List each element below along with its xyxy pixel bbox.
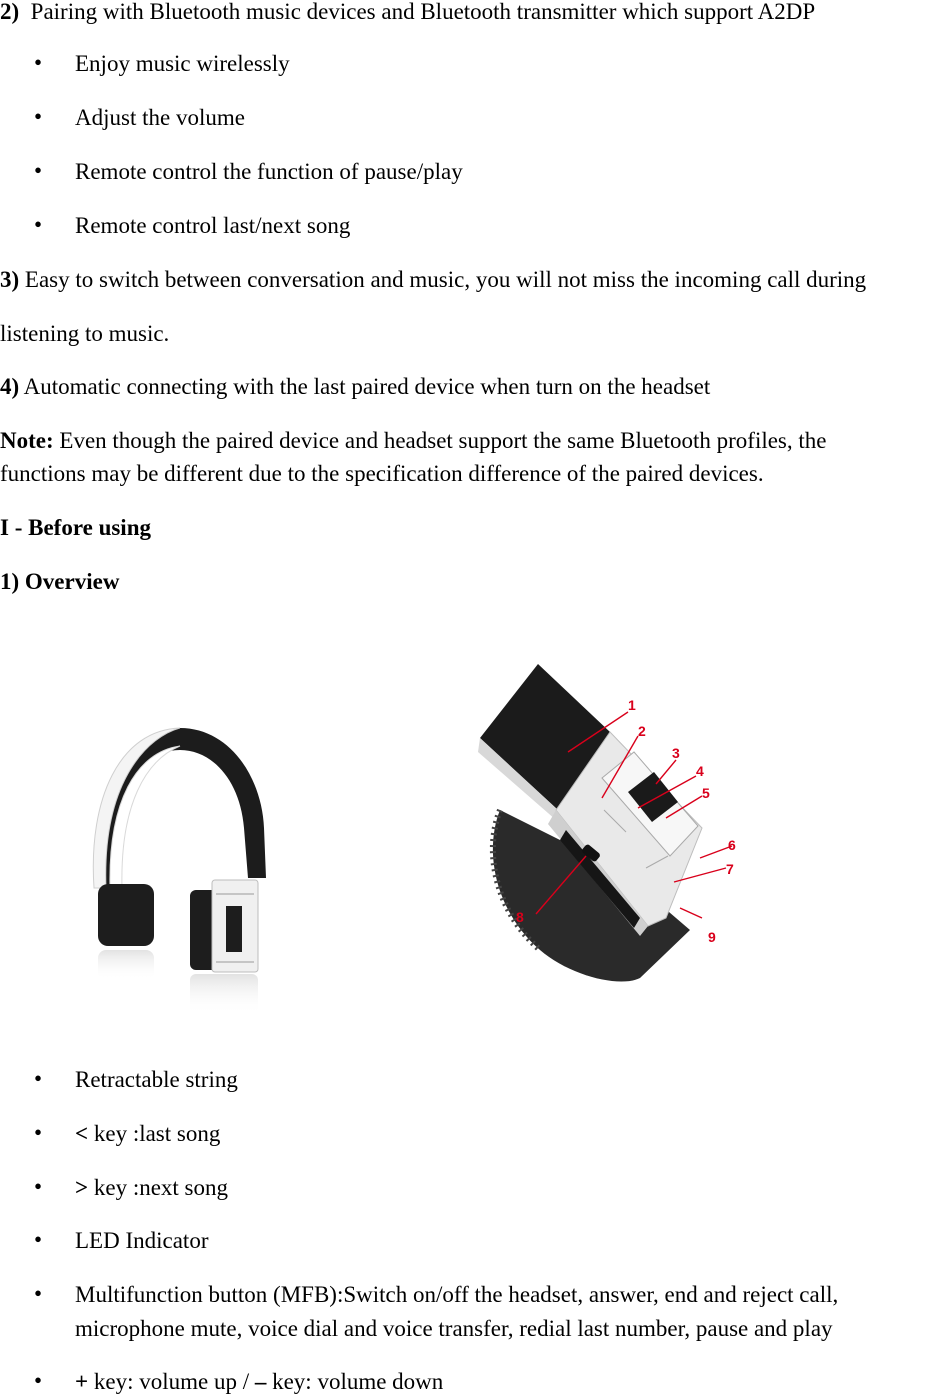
section-subtitle-text: 1) Overview: [0, 569, 120, 594]
bullet-text: [75, 1120, 220, 1148]
callout-label: 8: [516, 909, 524, 925]
bullet-text-body: key :last song: [88, 1121, 221, 1146]
callout-label: 1: [628, 697, 636, 713]
note-continuation: functions may be different due to the specification difference of the paired devices.: [0, 461, 764, 486]
bullet-text: Retractable string: [75, 1067, 238, 1092]
bullet-text: Multifunction button (MFB):Switch on/off the headset, answer, end and reject call,: [75, 1282, 839, 1307]
bullet-icon: •: [34, 212, 43, 237]
item-3-line: [0, 266, 866, 294]
bullet-text-continuation: microphone mute, voice dial and voice transfer, redial last number, pause and play: [75, 1316, 833, 1341]
note-line: [0, 427, 826, 455]
callout-label: 4: [696, 763, 704, 779]
bullet-text-body: key: volume up /: [88, 1369, 255, 1394]
key-symbol: –: [254, 1369, 267, 1394]
bullet-text: Remote control the function of pause/play: [75, 159, 463, 184]
item-2-number: 2): [0, 0, 20, 24]
note-text: Even though the paired device and headset support the same Bluetooth profiles, the: [59, 428, 827, 453]
item-3-number: 3): [0, 267, 20, 292]
key-symbol: +: [75, 1369, 89, 1394]
bullet-icon: •: [34, 104, 43, 129]
section-subtitle: [0, 568, 119, 596]
bullet-text: Enjoy music wirelessly: [75, 51, 290, 76]
callout-label: 5: [702, 785, 710, 801]
bullet-text: Adjust the volume: [75, 105, 245, 130]
bullet-icon: •: [34, 1174, 43, 1199]
headset-detail-image: [470, 660, 750, 990]
item-4-text: Automatic connecting with the last paired device when turn on the headset: [23, 374, 711, 399]
headset-front-image: [80, 718, 280, 1018]
callout-label: 2: [638, 723, 646, 739]
callout-label: 7: [726, 861, 734, 877]
bullet-text: LED Indicator: [75, 1228, 209, 1253]
bullet-icon: •: [34, 1227, 43, 1252]
callout-label: 3: [672, 745, 680, 761]
callout-label: 6: [728, 837, 736, 853]
bullet-text-body: key :next song: [88, 1175, 229, 1200]
item-4-number: 4): [0, 374, 20, 399]
bullet-text: [75, 1174, 228, 1202]
key-symbol: <: [75, 1121, 89, 1146]
bullet-icon: •: [34, 1120, 43, 1145]
item-3-text: Easy to switch between conversation and music, you will not miss the incoming call during: [24, 267, 867, 292]
bullet-text: [75, 1368, 443, 1396]
bullet-icon: •: [34, 1281, 43, 1306]
note-label: Note:: [0, 428, 54, 453]
item-3-continuation: listening to music.: [0, 321, 170, 346]
bullet-icon: •: [34, 158, 43, 183]
item-4-line: [0, 373, 710, 401]
item-2-line: [0, 0, 815, 26]
bullet-icon: •: [34, 1368, 43, 1393]
bullet-icon: •: [34, 1066, 43, 1091]
section-title: [0, 514, 151, 542]
bullet-text-body: key: volume down: [266, 1369, 444, 1394]
callout-label: 9: [708, 929, 716, 945]
item-2-text: Pairing with Bluetooth music devices and Bluetooth transmitter which support A2DP: [30, 0, 816, 24]
section-title-text: I - Before using: [0, 515, 151, 540]
bullet-icon: •: [34, 50, 43, 75]
bullet-text: Remote control last/next song: [75, 213, 351, 238]
key-symbol: >: [75, 1175, 89, 1200]
